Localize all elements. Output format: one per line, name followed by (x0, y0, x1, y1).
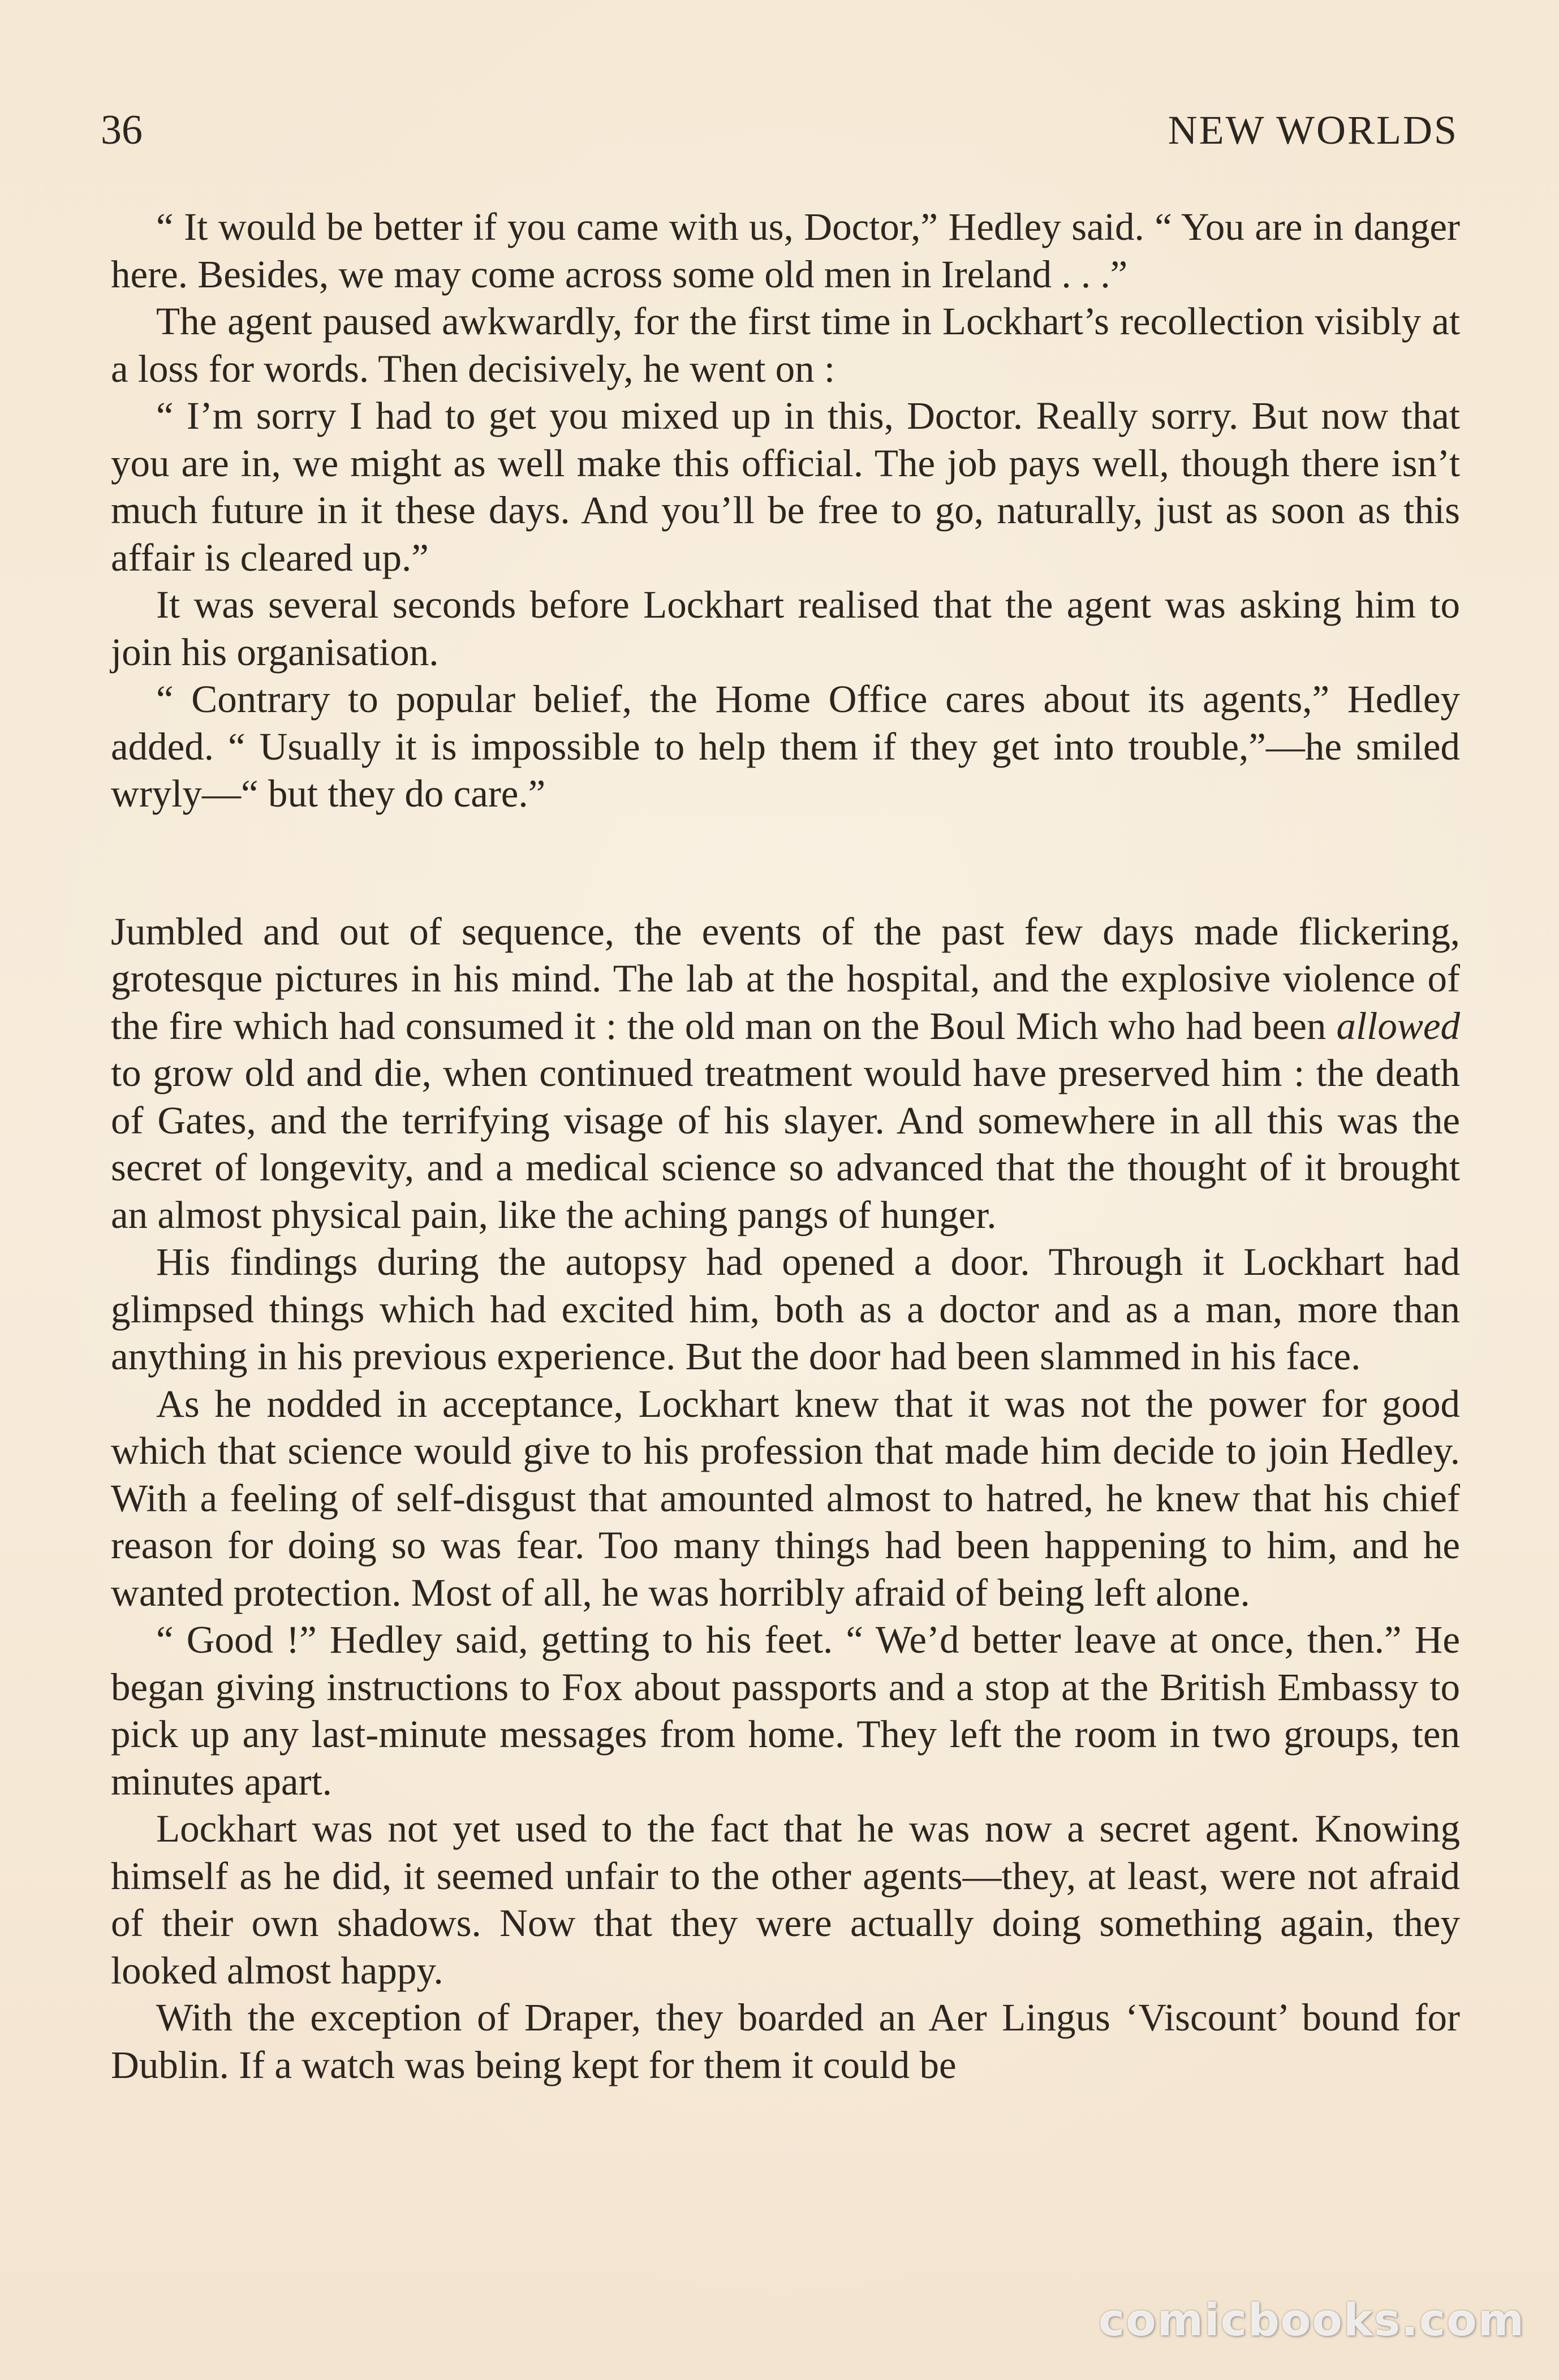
paragraph: His findings during the autopsy had opened a door. Through it Lockhart had glimpsed things which had excited him, both as a doctor and as a man, more than anything in his previous experience. But the door had been slammed in his face. (111, 1240, 1460, 1378)
running-head (101, 99, 1458, 161)
watermark: comicbooks.com (1098, 2295, 1525, 2346)
running-title: NEW WORLDS (1168, 107, 1458, 153)
paragraph: As he nodded in acceptance, Lockhart knew that it was not the power for good which that science would give to his profession that made him decide to join Hedley. With a feeling of self-disgust that amounted almost to hatred, he knew that his chief reason for doing so was fear. Too many things had been happening to him, and he wanted protection. Most of all, he was horribly afraid of being left alone. (111, 1382, 1460, 1614)
paragraph (111, 908, 1460, 1239)
body-text (111, 204, 1460, 2089)
paragraph: It was several seconds before Lockhart realised that the agent was asking him to join his organisation. (111, 583, 1460, 674)
paragraph: Lockhart was not yet used to the fact that he was now a secret agent. Knowing himself as he did, it seemed unfair to the other agents—they, at least, were not afraid of their own shadows. Now that they were actually doing something again, they looked almost happy. (111, 1807, 1460, 1992)
paragraph: “ Contrary to popular belief, the Home Office cares about its agents,” Hedley added. “ Usually it is impossible to help them if they get into trouble,”—he smiled wryly—“ but they do care.” (111, 678, 1460, 815)
section-break (111, 818, 1460, 908)
paragraph: “ Good !” Hedley said, getting to his feet. “ We’d better leave at once, then.” He began giving instructions to Fox about passports and a stop at the British Embassy to pick up any last-minute messages from home. They left the room in two groups, ten minutes apart. (111, 1618, 1460, 1803)
paragraph: “ It would be better if you came with us, Doctor,” Hedley said. “ You are in danger here. Besides, we may come across some old men in Ireland . . .” (111, 205, 1460, 296)
emphasis-text: allowed (1336, 1004, 1460, 1047)
page-number: 36 (101, 107, 143, 153)
paragraph-text: to grow old and die, when continued treatment would have preserved him : the death of Gates, and the terrifying visage of his slayer. And somewhere in all this was the secret of longevity, and a medical science so advanced that the thought of it brought an almost physical pain, like the aching pangs of hunger. (111, 1051, 1460, 1236)
paragraph-text: Jumbled and out of sequence, the events of the past few days made flickering, grotesque pictures in his mind. The lab at the hospital, and the explosive violence of the fire which had consumed it : the old man on the Boul Mich who had been (111, 909, 1460, 1047)
paragraph: The agent paused awkwardly, for the first time in Lockhart’s recollection visibly at a loss for words. Then decisively, he went on : (111, 300, 1460, 390)
paragraph: “ I’m sorry I had to get you mixed up in this, Doctor. Really sorry. But now that you are in, we might as well make this official. The job pays well, though there isn’t much future in it these days. And you’ll be free to go, naturally, just as soon as this affair is cleared up.” (111, 394, 1460, 579)
paragraph: With the exception of Draper, they boarded an Aer Lingus ‘Viscount’ bound for Dublin. If a watch was being kept for them it could be (111, 1996, 1460, 2086)
